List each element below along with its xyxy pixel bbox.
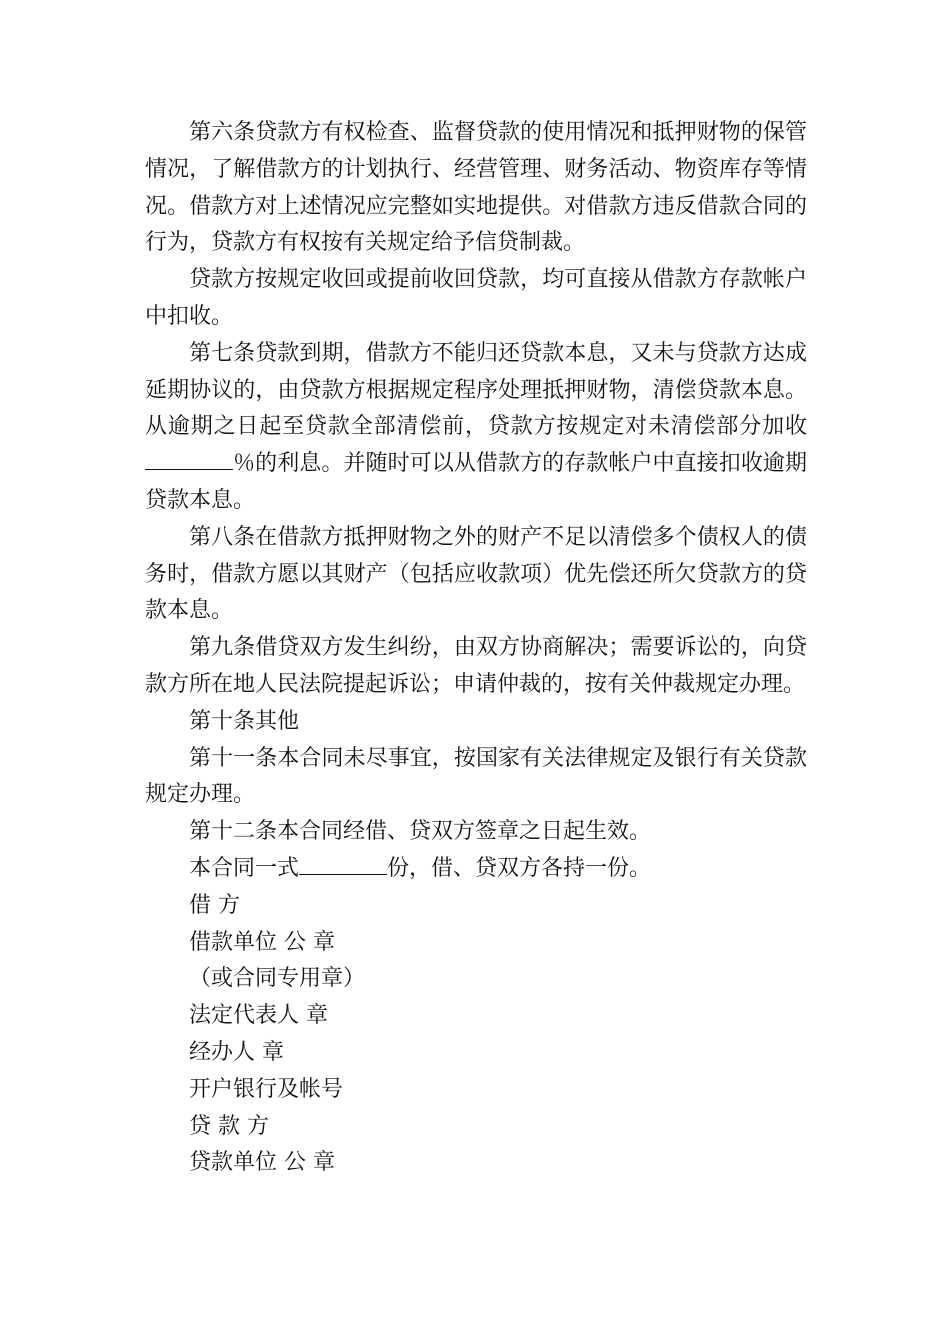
lender-seal: 贷款单位 公 章 [189,1150,335,1176]
article-7-text-before: 第七条贷款到期，借款方不能归还贷款本息，又未与贷款方达成延期协议的，由贷款方根据规定程序处理抵押财物，清偿贷款本息。从逾期之日起至贷款全部清偿前，贷款方按规定对未清偿部分加收 [145,340,807,440]
article-9: 第九条借贷双方发生纠纷，由双方协商解决；需要诉讼的，向贷款方所在地人民法院提起诉讼；申请仲裁的，按有关仲裁规定办理。 [145,635,807,697]
article-10: 第十条其他 [189,708,300,734]
article-6-deduction: 贷款方按规定收回或提前收回贷款，均可直接从借款方存款帐户中扣收。 [145,267,807,329]
copies-count-blank[interactable] [299,854,387,875]
article-7-text-after: ％的利息。并随时可以从借款方的存款帐户中直接扣收逾期贷款本息。 [145,451,807,513]
contract-seal-note: （或合同专用章） [189,966,366,992]
copies-text-after: 份，借、贷双方各持一份。 [387,855,652,881]
legal-representative-seal: 法定代表人 章 [189,1003,328,1029]
article-8: 第八条在借款方抵押财物之外的财产不足以清偿多个债权人的债务时，借款方愿以其财产（包括应收款项）优先偿还所欠贷款方的贷款本息。 [145,524,807,624]
interest-rate-blank[interactable] [145,449,233,470]
article-12: 第十二条本合同经借、贷双方签章之日起生效。 [189,819,652,845]
lender-label: 贷 款 方 [189,1113,269,1139]
bank-account-label: 开户银行及帐号 [189,1076,344,1102]
copies-text-before: 本合同一式 [189,855,300,881]
article-6: 第六条贷款方有权检查、监督贷款的使用情况和抵押财物的保管情况，了解借款方的计划执行、经营管理、财务活动、物资库存等情况。借款方对上述情况应完整如实地提供。对借款方违反借款合同的行为，贷款方有权按有关规定给予信贷制裁。 [145,120,807,256]
article-7 [145,336,807,520]
article-11: 第十一条本合同未尽事宜，按国家有关法律规定及银行有关贷款规定办理。 [145,745,807,808]
handler-seal: 经办人 章 [189,1039,284,1065]
copies-clause [145,851,807,888]
document-page [145,115,807,1182]
borrower-seal: 借款单位 公 章 [189,929,335,955]
borrower-label: 借 方 [189,892,240,918]
